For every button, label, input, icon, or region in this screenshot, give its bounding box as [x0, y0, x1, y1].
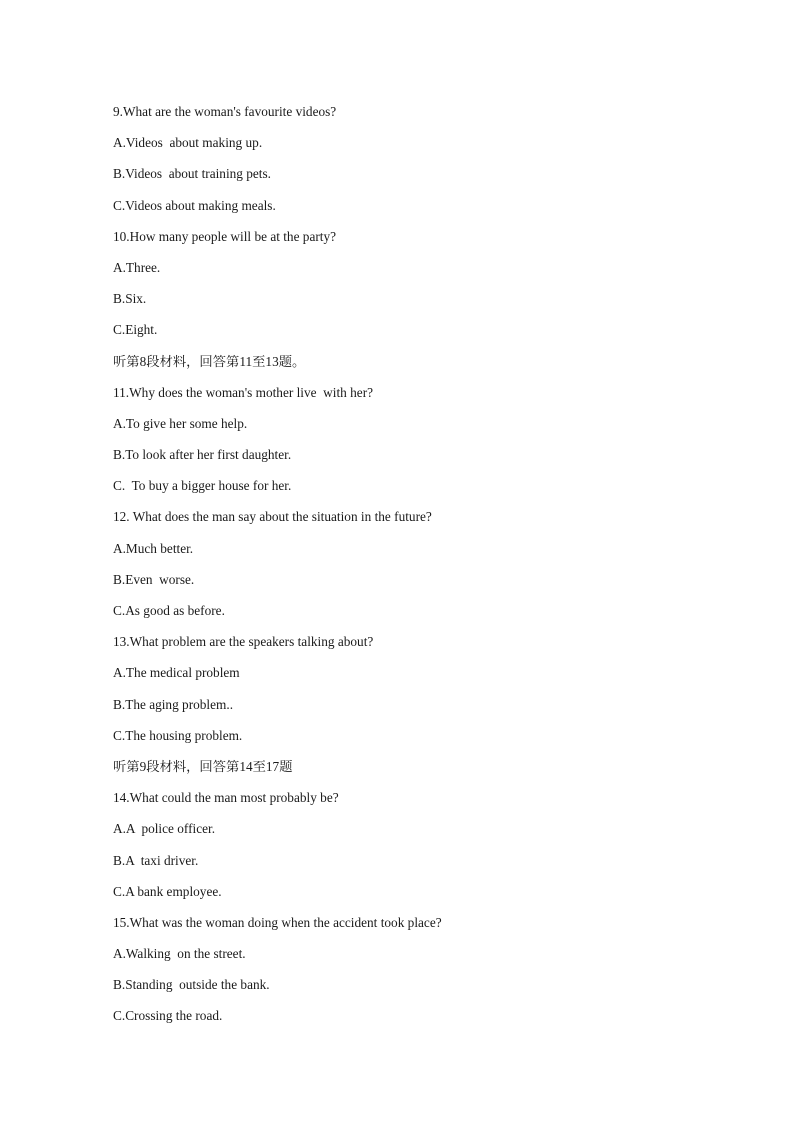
q10-option-a: A.Three. — [113, 259, 161, 275]
q14-option-b: B.A taxi driver. — [113, 852, 199, 868]
question-9: 9.What are the woman's favourite videos? — [113, 104, 337, 119]
q13-option-c: C.The housing problem. — [113, 727, 243, 743]
q12-option-c: C.As good as before. — [113, 603, 225, 618]
q11-option-c: C. To buy a bigger house for her. — [113, 478, 292, 494]
q14-option-c: C.A bank employee. — [113, 883, 222, 899]
section-heading-9: 听第9段材料，回答第14至17题 — [113, 758, 293, 774]
q15-option-c: C.Crossing the road. — [113, 1008, 223, 1024]
q10-option-c: C.Eight. — [113, 322, 158, 338]
question-15: 15.What was the woman doing when the accident took place? — [113, 914, 442, 930]
q14-option-a: A.A police officer. — [113, 821, 216, 837]
q9-option-b: B.Videos about training pets. — [113, 166, 272, 182]
q11-option-b: B.To look after her first daughter. — [113, 447, 292, 463]
q11-option-a: A.To give her some help. — [113, 415, 248, 431]
question-11: 11.Why does the woman's mother live with her? — [113, 384, 374, 400]
question-13: 13.What problem are the speakers talking about? — [113, 634, 374, 650]
question-list — [113, 103, 753, 1039]
q9-option-a: A.Videos about making up. — [113, 135, 263, 151]
q13-option-b: B.The aging problem.. — [113, 696, 234, 712]
q9-option-c: C.Videos about making meals. — [113, 197, 276, 213]
q15-option-b: B.Standing outside the bank. — [113, 977, 270, 993]
question-12: 12. What does the man say about the situation in the future? — [113, 509, 432, 525]
question-14: 14.What could the man most probably be? — [113, 790, 339, 806]
q10-option-b: B.Six. — [113, 291, 147, 307]
section-heading-8: 听第8段材料，回答第11至13题。 — [113, 353, 306, 369]
q15-option-a: A.Walking on the street. — [113, 946, 246, 962]
question-10: 10.How many people will be at the party? — [113, 228, 337, 244]
q12-option-a: A.Much better. — [113, 540, 194, 556]
q13-option-a: A.The medical problem — [113, 665, 240, 681]
q12-option-b: B.Even worse. — [113, 571, 195, 587]
